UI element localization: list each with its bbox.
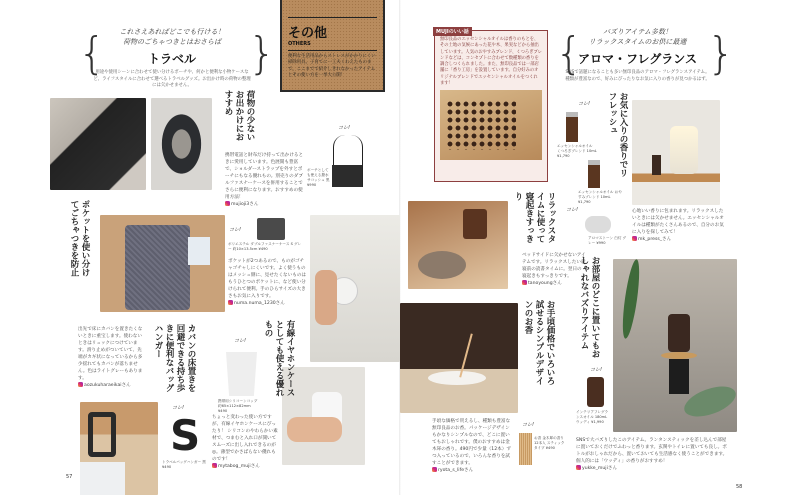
hanger-heading: カバンの床置きを回避できる持ち歩きに便利なバッグハンガー [153, 324, 196, 392]
earphone-text: ちょっと変わった使い方ですが、有線イヤホンケースにぴったり！ シリコンのやわらかい素材で、つまむと入れ口が開いてスムーズに出し入れできるのが◎。薄型でかさばらない優れものです！ [212, 415, 278, 462]
relax-text: ベッドサイドに欠かせないアイテムです。リラックスしたい就寝前の読書タイムに。翌日の寝起きもすっきりです。 [522, 253, 586, 279]
fragrance-oil-product [587, 377, 604, 407]
instagram-icon [212, 463, 217, 468]
credit-text: aozukuharaeikaiさん [84, 383, 131, 388]
room-text: SNSで大バズりしたこのアイテム。ランタンスティックを差し込んで部屋に置いておくだけでふわっと香ります。玄関やトイレに置いても良し。ボトルがおしゃれだから、置いておいても生活感なく使うことができます。個人的には「ウッディ」の香りがおすすめ！ [576, 438, 728, 464]
hanger-tag: コレ! [172, 405, 185, 411]
aroma-sub1: バズりアイテム多数！ [602, 28, 673, 36]
room-tag: コレ! [590, 367, 603, 373]
credit-text: tanoyoungさん [528, 281, 562, 286]
oil-bottle-1 [566, 112, 578, 142]
travel-header [92, 27, 252, 90]
instagram-icon [228, 300, 233, 305]
pocket-heading: ポケットを使い分けてごちゃつきを防止 [69, 200, 90, 277]
hanger-photo [80, 402, 158, 495]
credit-text: yukke_mujiさん [582, 466, 618, 471]
muji-box-text: 無印良品のエッセンシャルオイルは香りのもとを、その土地の気候にあった花や木、果実などから抽出しています。人気のおやすみブレンド、くつろぎブレンドなどは、コンセプトに合わせて数種類の香りを調合しつくられました。また、無印良品では一部店舗に「香り工房」を設置しています。自分好みのオリジナルブレンドでエッセンシャルオイルをつくれます！ [440, 37, 542, 87]
silicone-cup-product [226, 352, 257, 396]
others-section-box [280, 0, 385, 92]
credit-text: mujioji3さん [231, 202, 259, 207]
credit-text: ryota_s_lifeさん [438, 468, 474, 473]
earphone-case-photo [310, 215, 400, 362]
aroma-desc: SNSで話題になることも多い無印良品のアロマ・フレグランスアイテム。種類が豊富なので、好みにぴったりなお気に入りの香りが見つかるはず。 [565, 70, 710, 82]
reed-diffuser-photo [613, 259, 737, 432]
bag-text-block [225, 152, 305, 208]
pocket-product: ポリエステル ダブルファスナーケース S グレー 約10×13.5cm ¥490 [228, 242, 302, 251]
relax-product: アロマストーン 白灯 グレー ¥990 [588, 236, 627, 245]
credit-text: mytabog_mujiさん [218, 464, 260, 469]
earphone-credit [212, 463, 280, 470]
pocket-credit [228, 300, 306, 307]
section-subtitle: OTHERS [288, 41, 311, 47]
instagram-icon [225, 201, 230, 206]
hanger-text-block [78, 326, 146, 389]
credit-text: numa.numa_1230さん [234, 301, 285, 306]
sacoche-photo-2 [151, 98, 212, 190]
muji-box-label: MUJIのいい話 [433, 27, 472, 36]
sacoche-photo-1 [50, 98, 146, 190]
incense-product: お香 金木犀の香り 12本入 スティックタイプ ¥490 [534, 436, 565, 450]
brace-left-aroma: { [555, 28, 583, 79]
incense-text-block [432, 418, 514, 474]
bag-tag: コレ! [338, 125, 351, 131]
refresh-text-block [632, 208, 724, 243]
bag-heading: 荷物の少ないお出かけにおすすめ [223, 90, 255, 141]
s-hanger-product: S [170, 411, 201, 460]
incense-credit [432, 467, 514, 474]
instagram-icon [432, 467, 437, 472]
aroma-stone-photo [408, 201, 508, 289]
relax-credit [522, 280, 586, 287]
incense-sticks-product [519, 433, 532, 465]
pocket-text-block [228, 258, 306, 307]
travel-title: トラベル [147, 52, 196, 66]
incense-heading: お手頃価格でいろいろ試せるシンプルデザインのお香 [523, 300, 555, 385]
refresh-product1: エッセンシャルオイル くつろぎブレンド 10mL ¥1,790 [557, 144, 597, 158]
relax-tag: コレ! [566, 207, 579, 213]
incense-tag: コレ! [522, 422, 535, 428]
earphone-heading: 有線イヤホンケースとしても使える優れもの [263, 320, 295, 397]
room-credit [576, 465, 728, 472]
relax-heading: リラックスタイムに使って寝起きすっきり [513, 192, 556, 243]
instagram-icon [522, 280, 527, 285]
pocket-text: ポケットが2つあるので、ものがゴチャゴチャしにくいです。よく使うものはメッシュ側に、見せたくないものはもうひとつのポケットに、など使い分けられて便利。手のひらサイズの大きさもお気に入りです。 [228, 259, 307, 299]
section-text: 便利な生活用品からストレスがかかりにくい掃除用具、子育てに一工夫くわえたものまで、ここまでで紹介しきれなかったアイテムとその使い方を一挙大公開！ [288, 50, 377, 79]
incense-text: 手頃な価格で買えるし、種類も豊富な無印良品のお香。パッケージデザインもかなりシンプルなので、どこに置いてもおしゃれです。僕のおすすめは金木犀の香り。490円で少量（12本）ずつ入っているので、いろんな香りを試すことができます。 [432, 419, 511, 466]
bag-credit [225, 201, 305, 208]
hanger-text: 出先で床にカバンを置きたくないときに重宝します。使わないときはリュックにつけています。滑り止めがついていて、先端がカギ状になっているから多少揺れてもカバンが落ちません。色はライトグレーもあります。 [78, 327, 143, 381]
relax-text-block [522, 252, 586, 287]
incense-photo [400, 303, 518, 413]
muji-info-box [434, 30, 548, 182]
diffuser-photo [632, 100, 720, 205]
aroma-title: アロマ・フレグランス [578, 52, 697, 66]
hanger-credit [78, 382, 146, 389]
sacoche-product [332, 165, 362, 187]
travel-sub1: これさえあればどこでも行ける！ [119, 28, 225, 36]
pocket-photo [100, 215, 225, 312]
room-product: インテリアフレグランスオイル 180mL ウッディ ¥1,990 [576, 410, 609, 424]
refresh-text: 心地いい香りに包まれます。リラックスしたいときには欠かせません。エッセンシャルオイルは種類がたくさんあるので、自分のお気に入りを探してみて！ [632, 209, 724, 235]
brace-left: { [78, 28, 106, 79]
bag-product: ポーチとしても使える撥水サコッシュ 黒 ¥990 [307, 168, 330, 187]
brace-right: } [248, 28, 276, 79]
aroma-sub2: リラックスタイムのお供に最適 [588, 38, 687, 46]
instagram-icon [576, 465, 581, 470]
travel-sub2: 荷物のごちゃつきとはおさらば [123, 38, 221, 46]
section-title: その他 [288, 26, 328, 41]
aroma-header [565, 27, 710, 83]
refresh-product2: エッセンシャルオイル おやすみブレンド 10mL ¥1,790 [578, 190, 622, 204]
earphone-product: 携帯用シリコーンコップ 約65×112×82mm ¥490 [218, 399, 258, 413]
earphone-text-block [212, 414, 280, 470]
page-number-right: 58 [736, 484, 743, 490]
instagram-icon [78, 382, 83, 387]
travel-desc: 用途や使用シーンに合わせて使い分けるポーチや、何かと便利な小物ケースなど、ライフスタイルに合わせて選べるトラベルグッズ。お出かけ時の荷物の整理には欠かせません。 [93, 70, 251, 88]
credit-text: mk_press_さん [638, 237, 672, 242]
hanger-product: トラベルバッグハンガー 黒 ¥490 [162, 460, 206, 469]
pocket-tag: コレ! [229, 227, 242, 233]
room-heading: お部屋のどこに置いてもおしゃれなバズりアイテム [579, 256, 600, 358]
earphone-tag: コレ! [234, 338, 247, 344]
aroma-stone-product [585, 216, 611, 233]
instagram-icon [632, 236, 637, 241]
refresh-tag: コレ! [578, 101, 591, 107]
pocket-case-product [257, 218, 285, 240]
refresh-heading: お気に入りの香りでリフレッシュ [607, 92, 628, 177]
refresh-credit [632, 236, 724, 243]
room-text-block [576, 437, 728, 472]
page-number-left: 57 [66, 474, 73, 480]
oil-bottle-2 [588, 160, 600, 188]
fragrance-studio-photo [440, 90, 542, 160]
bag-text: 携帯電話と財布だけ持って出かけるときに愛用しています。色展開も豊富で、ショルダーストラップを外すとポーチにもなる優れもの。別売りのダブルファスナーケースを併用することでさらに便利になります。おすすめの使用方法！ [225, 153, 304, 200]
brace-right-aroma: } [707, 28, 735, 79]
